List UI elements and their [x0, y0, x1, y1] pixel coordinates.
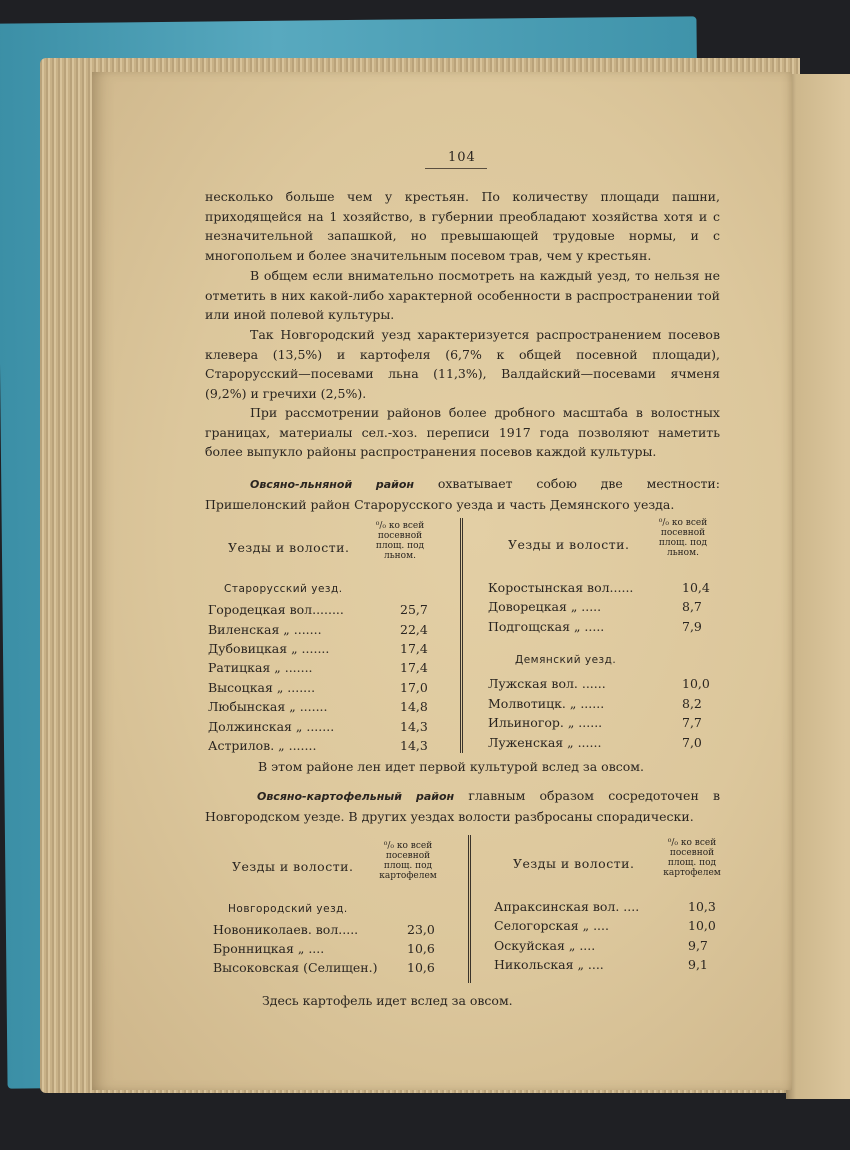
table-1-left-header: Уезды и волости.: [228, 540, 350, 555]
section-1-paragraph: [205, 474, 720, 514]
table-2-left-group: Новгородский уезд.: [228, 903, 348, 915]
paragraph-3: Так Новгородский уезд характеризуется распространением посевов клевера (13,5%) и картофеля (6,7% к общей посевной площади), Старорусский—посевами льна (11,3%), Валдайский—посевами ячменя (9,2%) и гречихи (2,5%).: [205, 327, 720, 401]
table-1-divider: [460, 518, 463, 753]
page-number: 104: [448, 150, 476, 165]
section-2-text: главным образом сосредоточен в Новгородском уезде. В других уездах волости разбросаны спорадически.: [205, 788, 720, 824]
table-1-right-pct-header: ⁰/₀ ко всей посевной площ. под льном.: [658, 518, 708, 558]
section-1-text: охватывает собою две местности: Пришелонский район Старорусского уезда и часть Демянского уезда.: [205, 476, 720, 512]
table-2-left-pct-header: ⁰/₀ ко всей посевной площ. под картофелем: [379, 841, 437, 881]
section-2-paragraph: [205, 786, 720, 826]
table-2-right-header: Уезды и волости.: [513, 856, 635, 871]
table-1-right-group: Демянский уезд.: [515, 654, 617, 666]
table-1-left-pct-header: ⁰/₀ ко всей посевной площ. под льном.: [375, 521, 425, 561]
paragraph-1: несколько больше чем у крестьян. По количеству площади пашни, приходящейся на 1 хозяйство, в губернии преобладают хозяйства хотя и с незначительной запашкой, но превышающей трудовые нормы, и с многопольем и более значительным посевом трав, чем у крестьян.: [205, 189, 720, 263]
paragraph-4: При рассмотрении районов более дробного масштаба в волостных границах, материалы сел.-хоз. переписи 1917 года позволяют наметить более выпукло районы распространения посевов каждой культуры.: [205, 405, 720, 459]
table-1-left-group: Старорусский уезд.: [224, 583, 343, 595]
section-2-title: Овсяно-картофельный район: [257, 790, 455, 803]
paragraph-2: В общем если внимательно посмотреть на каждый уезд, то нельзя не отметить в них какой-либо характерной особенности в распространении той или иной полевой культуры.: [205, 268, 720, 322]
table-2-divider: [468, 835, 471, 983]
after-table-2-text: Здесь картофель идет вслед за овсом.: [262, 993, 513, 1008]
table-2-right-pct-header: ⁰/₀ ко всей посевной площ. под картофелем: [663, 838, 721, 878]
table-1-right-header: Уезды и волости.: [508, 537, 630, 552]
section-1-title: Овсяно-льняной район: [250, 478, 414, 491]
after-table-1-text: В этом районе лен идет первой культурой вслед за овсом.: [258, 759, 644, 774]
table-2-left-header: Уезды и волости.: [232, 859, 354, 874]
